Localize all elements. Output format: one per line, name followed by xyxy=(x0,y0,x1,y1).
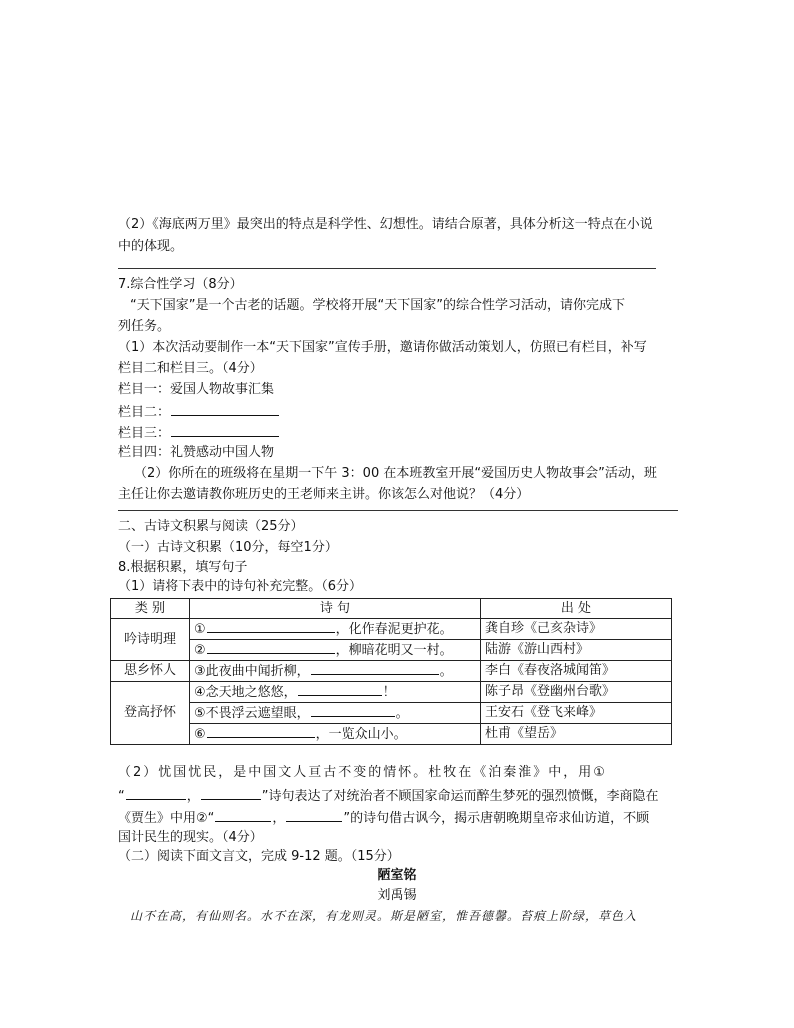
q6-2-line1: （2）《海底两万里》最突出的特点是科学性、幻想性。请结合原著，具体分析这一特点在小说 xyxy=(118,217,653,232)
verse-blank[interactable] xyxy=(311,703,395,717)
verse-blank[interactable] xyxy=(207,619,335,633)
answer-line xyxy=(118,268,656,269)
category-cell: 思乡怀人 xyxy=(111,661,190,682)
source-cell: 杜甫《望岳》 xyxy=(481,724,672,745)
table-row xyxy=(111,703,672,724)
table-header-row xyxy=(111,599,672,619)
answer-line xyxy=(118,510,678,511)
header-source: 出 处 xyxy=(481,599,672,619)
source-cell: 王安石《登飞来峰》 xyxy=(481,703,672,724)
part-one-title: （一）古诗文积累（10分，每空1分） xyxy=(118,540,338,555)
verse-cell: ③此夜曲中闻折柳， 。 xyxy=(190,661,481,682)
verse-cell: ① ，化作春泥更护花。 xyxy=(190,619,481,640)
verse-cell: ④念天地之悠悠， ！ xyxy=(190,682,481,703)
column-three-blank[interactable] xyxy=(171,423,279,437)
section-two-title: 二、古诗文积累与阅读（25分） xyxy=(118,519,304,534)
table-row xyxy=(111,640,672,661)
q7-sub2-line1: （2）你所在的班级将在星期一下午 3：00 在本班教室开展“爱国历史人物故事会”活动，班 xyxy=(134,466,657,481)
essay-author: 刘禹锡 xyxy=(377,888,417,903)
verse-blank[interactable] xyxy=(298,682,382,696)
category-cell: 登高抒怀 xyxy=(111,682,190,745)
q7-sub1-line2: 栏目二和栏目三。（4分） xyxy=(118,361,263,376)
essay-text: 山不在高，有仙则名。水不在深，有龙则灵。斯是陋室，惟吾德馨。苔痕上阶绿，草色入 xyxy=(130,909,638,923)
verse-cell: ⑥ ，一览众山小。 xyxy=(190,724,481,745)
poem-blank[interactable] xyxy=(215,808,271,822)
q8-2-line4: 国计民生的现实。（4分） xyxy=(118,830,263,845)
q8-2-line2: “ ， ”诗句表达了对统治者不顾国家命运而醉生梦死的强烈愤慨，李商隐在 xyxy=(118,786,659,806)
column-four: 栏目四：礼赞感动中国人物 xyxy=(118,445,275,460)
source-cell: 龚自珍《己亥杂诗》 xyxy=(481,619,672,640)
poem-table xyxy=(110,598,672,745)
column-two-blank[interactable] xyxy=(171,402,279,416)
verse-cell: ② ，柳暗花明又一村。 xyxy=(190,640,481,661)
part-two-title: （二）阅读下面文言文，完成 9-12 题。（15分） xyxy=(118,849,400,864)
table-row xyxy=(111,724,672,745)
poem-blank[interactable] xyxy=(201,786,261,800)
source-cell: 李白《春夜洛城闻笛》 xyxy=(481,661,672,682)
verse-blank[interactable] xyxy=(207,724,315,738)
q7-intro-line2: 列任务。 xyxy=(118,319,171,334)
q8-1-title: （1）请将下表中的诗句补充完整。（6分） xyxy=(118,579,363,594)
verse-blank[interactable] xyxy=(207,640,335,654)
q7-title: 7.综合性学习（8分） xyxy=(118,277,243,292)
q8-2-line3: 《贾生》中用②“ ， ”的诗句借古讽今，揭示唐朝晚期皇帝求仙访道，不顾 xyxy=(118,808,649,828)
header-verse: 诗 句 xyxy=(190,599,481,619)
source-cell: 陆游《游山西村》 xyxy=(481,640,672,661)
q7-sub1-line1: （1）本次活动要制作一本“天下国家”宣传手册，邀请你做活动策划人，仿照已有栏目，补写 xyxy=(118,340,647,355)
q7-sub2-line2: 主任让你去邀请教你班历史的王老师来主讲。你该怎么对他说？（4分） xyxy=(118,487,530,502)
essay-title: 陋室铭 xyxy=(377,868,417,883)
q6-2-line2: 中的体现。 xyxy=(118,239,184,254)
column-three: 栏目三： xyxy=(118,423,280,443)
column-one: 栏目一：爱国人物故事汇集 xyxy=(118,382,275,397)
table-row xyxy=(111,682,672,703)
q8-2-line1: （2）忧国忧民，是中国文人亘古不变的情怀。杜牧在《泊秦淮》中，用① xyxy=(118,765,607,780)
column-two: 栏目二： xyxy=(118,402,280,422)
table-row xyxy=(111,661,672,682)
category-cell: 吟诗明理 xyxy=(111,619,190,661)
verse-cell: ⑤不畏浮云遮望眼， 。 xyxy=(190,703,481,724)
table-row xyxy=(111,619,672,640)
q7-intro-line1: “天下国家”是一个古老的话题。学校将开展“天下国家”的综合性学习活动，请你完成下 xyxy=(130,298,625,313)
verse-blank[interactable] xyxy=(311,661,439,675)
poem-blank[interactable] xyxy=(126,786,186,800)
poem-blank[interactable] xyxy=(286,808,342,822)
q8-title: 8.根据积累，填写句子 xyxy=(118,560,248,575)
source-cell: 陈子昂《登幽州台歌》 xyxy=(481,682,672,703)
header-category: 类 别 xyxy=(111,599,190,619)
